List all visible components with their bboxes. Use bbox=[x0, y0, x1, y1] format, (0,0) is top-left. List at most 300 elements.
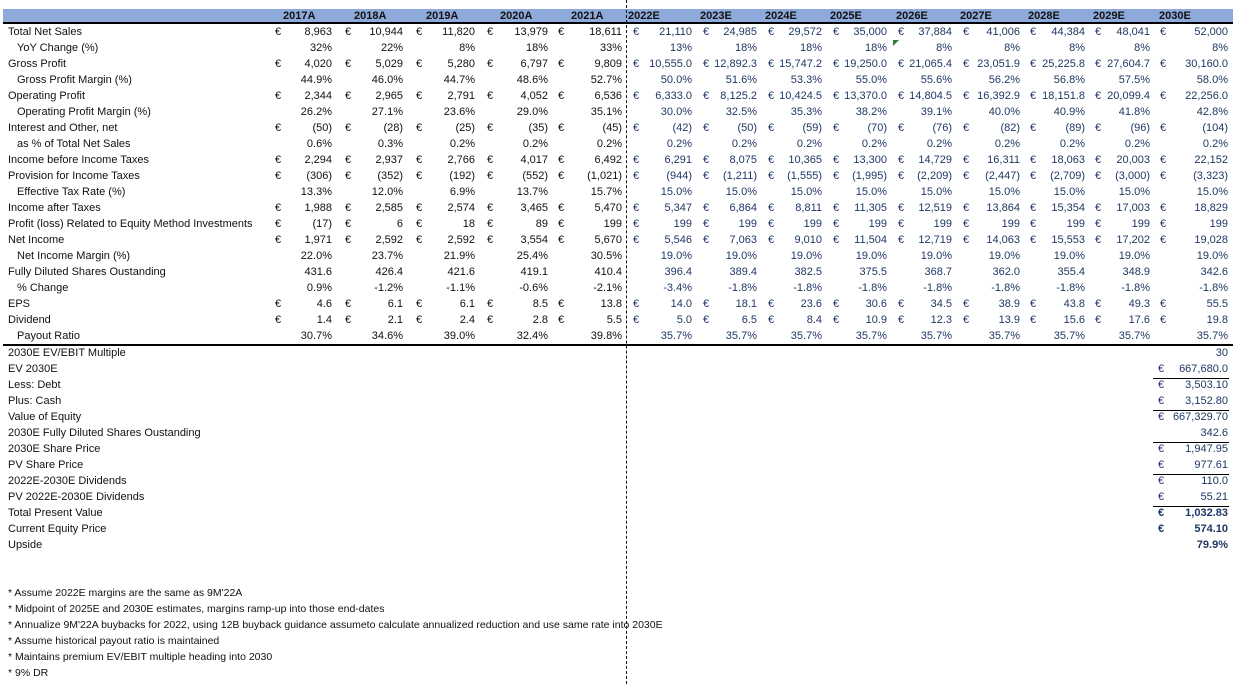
cell-value[interactable]: 39.0% bbox=[443, 330, 475, 342]
cell-value[interactable]: (2,709) bbox=[1050, 170, 1085, 182]
cell-value[interactable]: 20,003 bbox=[1116, 154, 1150, 166]
cell-value[interactable]: 18% bbox=[525, 42, 548, 54]
cell-value[interactable]: 0.2% bbox=[994, 138, 1020, 150]
cell-value[interactable]: 199 bbox=[1066, 218, 1085, 230]
cell-value[interactable]: 15.0% bbox=[1118, 186, 1150, 198]
cell-value[interactable]: 2.4 bbox=[459, 314, 475, 326]
cell-value[interactable]: 22% bbox=[380, 42, 403, 54]
cell-value[interactable]: 34.6% bbox=[371, 330, 403, 342]
cell-value[interactable]: 15.0% bbox=[988, 186, 1020, 198]
cell-value[interactable]: 15.0% bbox=[920, 186, 952, 198]
cell-value[interactable]: -2.1% bbox=[593, 282, 622, 294]
cell-value[interactable]: 19.0% bbox=[1196, 250, 1228, 262]
cell-value[interactable]: 18,829 bbox=[1194, 202, 1228, 214]
cell-value[interactable]: 51.6% bbox=[725, 74, 757, 86]
cell-value[interactable]: 8.5 bbox=[532, 298, 548, 310]
valuation-value[interactable]: 30 bbox=[1215, 347, 1228, 359]
cell-value[interactable]: (42) bbox=[672, 122, 692, 134]
cell-value[interactable]: (1,021) bbox=[587, 170, 622, 182]
cell-value[interactable]: -1.8% bbox=[923, 282, 952, 294]
cell-value[interactable]: 18 bbox=[462, 218, 475, 230]
valuation-value[interactable]: 3,503.10 bbox=[1185, 379, 1228, 391]
year-header-2028e[interactable]: 2028E bbox=[1028, 10, 1060, 22]
year-header-2021a[interactable]: 2021A bbox=[571, 10, 604, 22]
cell-value[interactable]: 389.4 bbox=[729, 266, 757, 278]
cell-value[interactable]: 10.9 bbox=[865, 314, 887, 326]
cell-value[interactable]: 10,944 bbox=[369, 26, 403, 38]
cell-value[interactable]: 40.9% bbox=[1053, 106, 1085, 118]
cell-value[interactable]: 368.7 bbox=[924, 266, 952, 278]
year-header-2023e[interactable]: 2023E bbox=[700, 10, 732, 22]
cell-value[interactable]: 11,820 bbox=[442, 26, 475, 38]
cell-value[interactable]: 21,110 bbox=[659, 26, 692, 38]
cell-value[interactable]: 55.6% bbox=[920, 74, 952, 86]
cell-value[interactable]: 29,572 bbox=[788, 26, 822, 38]
cell-value[interactable]: 419.1 bbox=[520, 266, 548, 278]
cell-value[interactable]: 13.9 bbox=[998, 314, 1020, 326]
year-header-2022e[interactable]: 2022E bbox=[628, 10, 660, 22]
cell-value[interactable]: 15.0% bbox=[1196, 186, 1228, 198]
cell-value[interactable]: (35) bbox=[528, 122, 548, 134]
cell-value[interactable]: -1.8% bbox=[858, 282, 887, 294]
cell-value[interactable]: 32.5% bbox=[725, 106, 757, 118]
cell-value[interactable]: 421.6 bbox=[447, 266, 475, 278]
cell-value[interactable]: 18.1 bbox=[735, 298, 757, 310]
cell-value[interactable]: 15.0% bbox=[660, 186, 692, 198]
cell-value[interactable]: 46.0% bbox=[371, 74, 403, 86]
cell-value[interactable]: 38.2% bbox=[855, 106, 887, 118]
cell-value[interactable]: 8,963 bbox=[304, 26, 332, 38]
cell-value[interactable]: 35.7% bbox=[920, 330, 952, 342]
cell-value[interactable]: 8.4 bbox=[806, 314, 822, 326]
cell-value[interactable]: 2,294 bbox=[304, 154, 332, 166]
cell-value[interactable]: 410.4 bbox=[594, 266, 622, 278]
cell-value[interactable]: 375.5 bbox=[859, 266, 887, 278]
cell-value[interactable]: 199 bbox=[603, 218, 622, 230]
cell-value[interactable]: 199 bbox=[1001, 218, 1020, 230]
cell-value[interactable]: 22,152 bbox=[1194, 154, 1228, 166]
cell-value[interactable]: 33% bbox=[599, 42, 622, 54]
cell-value[interactable]: 13,300 bbox=[853, 154, 887, 166]
cell-value[interactable]: 2,766 bbox=[447, 154, 475, 166]
cell-value[interactable]: 6,864 bbox=[729, 202, 757, 214]
cell-value[interactable]: 19.0% bbox=[855, 250, 887, 262]
cell-value[interactable]: 2,592 bbox=[375, 234, 403, 246]
cell-value[interactable]: (25) bbox=[455, 122, 475, 134]
cell-value[interactable]: 19.0% bbox=[725, 250, 757, 262]
cell-value[interactable]: 12.0% bbox=[371, 186, 403, 198]
cell-value[interactable]: 48,041 bbox=[1116, 26, 1150, 38]
cell-value[interactable]: 3,465 bbox=[520, 202, 548, 214]
cell-value[interactable]: 199 bbox=[933, 218, 952, 230]
cell-value[interactable]: 20,099.4 bbox=[1107, 90, 1150, 102]
cell-value[interactable]: 6 bbox=[396, 218, 403, 230]
cell-value[interactable]: 19.0% bbox=[1118, 250, 1150, 262]
cell-value[interactable]: 16,311 bbox=[987, 154, 1020, 166]
cell-value[interactable]: 15,747.2 bbox=[779, 58, 822, 70]
cell-value[interactable]: 41.8% bbox=[1118, 106, 1150, 118]
cell-value[interactable]: 18% bbox=[799, 42, 822, 54]
cell-value[interactable]: 0.2% bbox=[522, 138, 548, 150]
cell-value[interactable]: 19.0% bbox=[988, 250, 1020, 262]
valuation-value[interactable]: 574.10 bbox=[1194, 523, 1228, 535]
cell-value[interactable]: 26.2% bbox=[300, 106, 332, 118]
year-header-2017a[interactable]: 2017A bbox=[283, 10, 316, 22]
cell-value[interactable]: 35.3% bbox=[790, 106, 822, 118]
cell-value[interactable]: 19.0% bbox=[920, 250, 952, 262]
cell-value[interactable]: 22.0% bbox=[300, 250, 332, 262]
cell-value[interactable]: (192) bbox=[449, 170, 475, 182]
cell-value[interactable]: 17,003 bbox=[1116, 202, 1150, 214]
cell-value[interactable]: 2,937 bbox=[375, 154, 403, 166]
year-header-2026e[interactable]: 2026E bbox=[896, 10, 928, 22]
valuation-value[interactable]: 1,032.83 bbox=[1185, 507, 1228, 519]
cell-value[interactable]: 396.4 bbox=[664, 266, 692, 278]
year-header-2018a[interactable]: 2018A bbox=[354, 10, 387, 22]
cell-value[interactable]: 15.0% bbox=[725, 186, 757, 198]
cell-value[interactable]: (17) bbox=[312, 218, 332, 230]
cell-value[interactable]: 199 bbox=[803, 218, 822, 230]
cell-value[interactable]: 2,344 bbox=[304, 90, 332, 102]
cell-value[interactable]: 5,546 bbox=[664, 234, 692, 246]
valuation-value[interactable]: 667,680.0 bbox=[1179, 363, 1228, 375]
cell-value[interactable]: 431.6 bbox=[304, 266, 332, 278]
cell-value[interactable]: 13.8 bbox=[600, 298, 622, 310]
cell-value[interactable]: 56.2% bbox=[988, 74, 1020, 86]
cell-value[interactable]: 35,000 bbox=[853, 26, 887, 38]
cell-value[interactable]: 11,305 bbox=[854, 202, 887, 214]
cell-value[interactable]: -1.8% bbox=[728, 282, 757, 294]
cell-value[interactable]: 0.2% bbox=[926, 138, 952, 150]
cell-value[interactable]: 6,797 bbox=[520, 58, 548, 70]
cell-value[interactable]: 199 bbox=[673, 218, 692, 230]
cell-value[interactable]: (1,555) bbox=[787, 170, 822, 182]
cell-value[interactable]: 2,791 bbox=[447, 90, 475, 102]
cell-value[interactable]: (28) bbox=[383, 122, 403, 134]
cell-value[interactable]: 362.0 bbox=[992, 266, 1020, 278]
cell-value[interactable]: 382.5 bbox=[794, 266, 822, 278]
cell-value[interactable]: 35.7% bbox=[790, 330, 822, 342]
cell-value[interactable]: 13.3% bbox=[300, 186, 332, 198]
cell-value[interactable]: (59) bbox=[802, 122, 822, 134]
year-header-2024e[interactable]: 2024E bbox=[765, 10, 797, 22]
cell-value[interactable]: 21.9% bbox=[443, 250, 475, 262]
cell-value[interactable]: 41,006 bbox=[986, 26, 1020, 38]
cell-value[interactable]: 17,202 bbox=[1116, 234, 1150, 246]
valuation-value[interactable]: 667,329.70 bbox=[1172, 411, 1228, 423]
cell-value[interactable]: 5,670 bbox=[594, 234, 622, 246]
cell-value[interactable]: 44,384 bbox=[1051, 26, 1085, 38]
cell-value[interactable]: -1.8% bbox=[1121, 282, 1150, 294]
cell-value[interactable]: -1.8% bbox=[1056, 282, 1085, 294]
cell-value[interactable]: 55.5 bbox=[1206, 298, 1228, 310]
cell-value[interactable]: 15.0% bbox=[855, 186, 887, 198]
cell-value[interactable]: 4,017 bbox=[520, 154, 548, 166]
cell-value[interactable]: 56.8% bbox=[1053, 74, 1085, 86]
cell-value[interactable]: 199 bbox=[1131, 218, 1150, 230]
cell-value[interactable]: 50.0% bbox=[660, 74, 692, 86]
cell-value[interactable]: 426.4 bbox=[375, 266, 403, 278]
cell-value[interactable]: 8% bbox=[1069, 42, 1085, 54]
cell-value[interactable]: 14,804.5 bbox=[909, 90, 952, 102]
cell-value[interactable]: (3,000) bbox=[1115, 170, 1150, 182]
cell-value[interactable]: 5.5 bbox=[606, 314, 622, 326]
cell-value[interactable]: 57.5% bbox=[1118, 74, 1150, 86]
cell-value[interactable]: 15.0% bbox=[790, 186, 822, 198]
cell-value[interactable]: 19.0% bbox=[1053, 250, 1085, 262]
cell-value[interactable]: 4,020 bbox=[304, 58, 332, 70]
cell-value[interactable]: (3,323) bbox=[1193, 170, 1228, 182]
cell-value[interactable]: 3,554 bbox=[520, 234, 548, 246]
cell-value[interactable]: 14.0 bbox=[670, 298, 692, 310]
year-header-2027e[interactable]: 2027E bbox=[960, 10, 992, 22]
cell-value[interactable]: 37,884 bbox=[918, 26, 952, 38]
cell-value[interactable]: 2,585 bbox=[375, 202, 403, 214]
cell-value[interactable]: 32% bbox=[309, 42, 332, 54]
cell-value[interactable]: 30.7% bbox=[300, 330, 332, 342]
cell-value[interactable]: 6.9% bbox=[449, 186, 475, 198]
cell-value[interactable]: 342.6 bbox=[1200, 266, 1228, 278]
cell-value[interactable]: 0.2% bbox=[731, 138, 757, 150]
cell-value[interactable]: 12,892.3 bbox=[714, 58, 757, 70]
cell-value[interactable]: 13,979 bbox=[514, 26, 548, 38]
cell-value[interactable]: (944) bbox=[666, 170, 692, 182]
cell-value[interactable]: 58.0% bbox=[1196, 74, 1228, 86]
cell-value[interactable]: 8,075 bbox=[729, 154, 757, 166]
cell-value[interactable]: 35.7% bbox=[660, 330, 692, 342]
cell-value[interactable]: 52,000 bbox=[1194, 26, 1228, 38]
cell-value[interactable]: 39.8% bbox=[590, 330, 622, 342]
cell-value[interactable]: 8% bbox=[459, 42, 475, 54]
cell-value[interactable]: 11,504 bbox=[854, 234, 887, 246]
cell-value[interactable]: 27.1% bbox=[371, 106, 403, 118]
cell-value[interactable]: 24,985 bbox=[723, 26, 757, 38]
cell-value[interactable]: 2,965 bbox=[375, 90, 403, 102]
cell-value[interactable]: 0.2% bbox=[666, 138, 692, 150]
cell-value[interactable]: (306) bbox=[306, 170, 332, 182]
cell-value[interactable]: 348.9 bbox=[1122, 266, 1150, 278]
cell-value[interactable]: 0.2% bbox=[1059, 138, 1085, 150]
cell-value[interactable]: 22,256.0 bbox=[1185, 90, 1228, 102]
cell-value[interactable]: 8% bbox=[1134, 42, 1150, 54]
cell-value[interactable]: 9,010 bbox=[794, 234, 822, 246]
cell-value[interactable]: (50) bbox=[312, 122, 332, 134]
cell-value[interactable]: 44.9% bbox=[300, 74, 332, 86]
cell-value[interactable]: 35.7% bbox=[725, 330, 757, 342]
cell-value[interactable]: 49.3 bbox=[1128, 298, 1150, 310]
cell-value[interactable]: 4,052 bbox=[520, 90, 548, 102]
cell-value[interactable]: 0.2% bbox=[1124, 138, 1150, 150]
cell-value[interactable]: 19,028 bbox=[1194, 234, 1228, 246]
cell-value[interactable]: 0.9% bbox=[306, 282, 332, 294]
cell-value[interactable]: 23.6% bbox=[443, 106, 475, 118]
cell-value[interactable]: -1.2% bbox=[374, 282, 403, 294]
cell-value[interactable]: 199 bbox=[1209, 218, 1228, 230]
cell-value[interactable]: 48.6% bbox=[516, 74, 548, 86]
cell-value[interactable]: 199 bbox=[868, 218, 887, 230]
cell-value[interactable]: 13,864 bbox=[986, 202, 1020, 214]
cell-value[interactable]: 35.7% bbox=[1196, 330, 1228, 342]
cell-value[interactable]: 21,065.4 bbox=[909, 58, 952, 70]
cell-value[interactable]: 19,250.0 bbox=[844, 58, 887, 70]
cell-value[interactable]: 8% bbox=[1212, 42, 1228, 54]
cell-value[interactable]: (82) bbox=[1000, 122, 1020, 134]
cell-value[interactable]: (96) bbox=[1130, 122, 1150, 134]
valuation-value[interactable]: 342.6 bbox=[1200, 427, 1228, 439]
cell-value[interactable]: (104) bbox=[1202, 122, 1228, 134]
cell-value[interactable]: 15.7% bbox=[590, 186, 622, 198]
cell-value[interactable]: 23,051.9 bbox=[977, 58, 1020, 70]
cell-value[interactable]: 6.1 bbox=[459, 298, 475, 310]
cell-value[interactable]: 2,574 bbox=[447, 202, 475, 214]
cell-value[interactable]: 19.0% bbox=[660, 250, 692, 262]
cell-value[interactable]: 35.7% bbox=[1118, 330, 1150, 342]
cell-value[interactable]: -3.4% bbox=[663, 282, 692, 294]
year-header-2020a[interactable]: 2020A bbox=[500, 10, 533, 22]
cell-value[interactable]: 35.1% bbox=[590, 106, 622, 118]
cell-value[interactable]: 6,291 bbox=[664, 154, 692, 166]
cell-value[interactable]: 39.1% bbox=[920, 106, 952, 118]
cell-value[interactable]: 13.7% bbox=[516, 186, 548, 198]
cell-value[interactable]: 13% bbox=[669, 42, 692, 54]
cell-value[interactable]: 2,592 bbox=[447, 234, 475, 246]
cell-value[interactable]: 13,370.0 bbox=[844, 90, 887, 102]
cell-value[interactable]: -1.8% bbox=[991, 282, 1020, 294]
cell-value[interactable]: 5,347 bbox=[664, 202, 692, 214]
cell-value[interactable]: 7,063 bbox=[729, 234, 757, 246]
cell-value[interactable]: 0.2% bbox=[861, 138, 887, 150]
cell-value[interactable]: -0.6% bbox=[519, 282, 548, 294]
cell-value[interactable]: 15.0% bbox=[1053, 186, 1085, 198]
cell-value[interactable]: 6,333.0 bbox=[655, 90, 692, 102]
cell-value[interactable]: 23.6 bbox=[800, 298, 822, 310]
cell-value[interactable]: 5,470 bbox=[594, 202, 622, 214]
cell-value[interactable]: 0.6% bbox=[306, 138, 332, 150]
valuation-value[interactable]: 1,947.95 bbox=[1185, 443, 1228, 455]
cell-value[interactable]: 29.0% bbox=[516, 106, 548, 118]
cell-value[interactable]: 6.1 bbox=[387, 298, 403, 310]
cell-value[interactable]: 35.7% bbox=[1053, 330, 1085, 342]
cell-value[interactable]: 355.4 bbox=[1057, 266, 1085, 278]
cell-value[interactable]: 32.4% bbox=[516, 330, 548, 342]
cell-value[interactable]: 53.3% bbox=[790, 74, 822, 86]
cell-value[interactable]: 8% bbox=[936, 42, 952, 54]
cell-value[interactable]: 52.7% bbox=[590, 74, 622, 86]
cell-value[interactable]: 18,151.8 bbox=[1042, 90, 1085, 102]
cell-value[interactable]: 30.6 bbox=[865, 298, 887, 310]
cell-value[interactable]: 15.6 bbox=[1063, 314, 1085, 326]
cell-value[interactable]: 0.2% bbox=[1202, 138, 1228, 150]
cell-value[interactable]: (50) bbox=[737, 122, 757, 134]
cell-value[interactable]: 14,729 bbox=[918, 154, 952, 166]
valuation-value[interactable]: 977.61 bbox=[1194, 459, 1228, 471]
cell-value[interactable]: 0.2% bbox=[796, 138, 822, 150]
cell-value[interactable]: -1.1% bbox=[446, 282, 475, 294]
cell-value[interactable]: 199 bbox=[738, 218, 757, 230]
cell-value[interactable]: 9,809 bbox=[594, 58, 622, 70]
cell-value[interactable]: 5,280 bbox=[447, 58, 475, 70]
cell-value[interactable]: 18% bbox=[734, 42, 757, 54]
cell-value[interactable]: 12,719 bbox=[918, 234, 952, 246]
cell-value[interactable]: 0.3% bbox=[377, 138, 403, 150]
cell-value[interactable]: 19.0% bbox=[790, 250, 822, 262]
cell-value[interactable]: 14,063 bbox=[986, 234, 1020, 246]
valuation-value[interactable]: 79.9% bbox=[1196, 539, 1228, 551]
cell-value[interactable]: (1,995) bbox=[852, 170, 887, 182]
cell-value[interactable]: 6,536 bbox=[594, 90, 622, 102]
cell-value[interactable]: (76) bbox=[932, 122, 952, 134]
cell-value[interactable]: 16,392.9 bbox=[977, 90, 1020, 102]
cell-value[interactable]: 23.7% bbox=[371, 250, 403, 262]
year-header-2025e[interactable]: 2025E bbox=[830, 10, 862, 22]
cell-value[interactable]: 12,519 bbox=[918, 202, 952, 214]
cell-value[interactable]: 12.3 bbox=[930, 314, 952, 326]
cell-value[interactable]: 19.8 bbox=[1206, 314, 1228, 326]
cell-value[interactable]: 38.9 bbox=[998, 298, 1020, 310]
cell-value[interactable]: 15,354 bbox=[1051, 202, 1085, 214]
cell-value[interactable]: 55.0% bbox=[855, 74, 887, 86]
cell-value[interactable]: 34.5 bbox=[930, 298, 952, 310]
valuation-value[interactable]: 110.0 bbox=[1201, 475, 1228, 487]
cell-value[interactable]: 89 bbox=[535, 218, 548, 230]
cell-value[interactable]: 30.0% bbox=[660, 106, 692, 118]
cell-value[interactable]: (1,211) bbox=[722, 170, 757, 182]
valuation-value[interactable]: 3,152.80 bbox=[1185, 395, 1228, 407]
cell-value[interactable]: 25.4% bbox=[516, 250, 548, 262]
cell-value[interactable]: 2.8 bbox=[532, 314, 548, 326]
cell-value[interactable]: (352) bbox=[377, 170, 403, 182]
cell-value[interactable]: (89) bbox=[1065, 122, 1085, 134]
cell-value[interactable]: 18,063 bbox=[1051, 154, 1085, 166]
cell-value[interactable]: (70) bbox=[867, 122, 887, 134]
cell-value[interactable]: 8% bbox=[1004, 42, 1020, 54]
cell-value[interactable]: 5.0 bbox=[676, 314, 692, 326]
cell-value[interactable]: 18,611 bbox=[589, 26, 622, 38]
cell-value[interactable]: 30.5% bbox=[590, 250, 622, 262]
year-header-2029e[interactable]: 2029E bbox=[1093, 10, 1125, 22]
cell-value[interactable]: (45) bbox=[602, 122, 622, 134]
cell-value[interactable]: 0.2% bbox=[449, 138, 475, 150]
cell-value[interactable]: 1,988 bbox=[304, 202, 332, 214]
year-header-2019a[interactable]: 2019A bbox=[426, 10, 459, 22]
cell-value[interactable]: 17.6 bbox=[1128, 314, 1150, 326]
cell-value[interactable]: 35.7% bbox=[855, 330, 887, 342]
cell-value[interactable]: 1,971 bbox=[304, 234, 332, 246]
cell-value[interactable]: 27,604.7 bbox=[1107, 58, 1150, 70]
cell-value[interactable]: 5,029 bbox=[375, 58, 403, 70]
cell-value[interactable]: 35.7% bbox=[988, 330, 1020, 342]
comment-indicator-icon[interactable] bbox=[893, 40, 899, 46]
cell-value[interactable]: -1.8% bbox=[793, 282, 822, 294]
cell-value[interactable]: 10,424.5 bbox=[779, 90, 822, 102]
cell-value[interactable]: 15,553 bbox=[1051, 234, 1085, 246]
cell-value[interactable]: 18% bbox=[864, 42, 887, 54]
cell-value[interactable]: 25,225.8 bbox=[1042, 58, 1085, 70]
cell-value[interactable]: 6.5 bbox=[741, 314, 757, 326]
cell-value[interactable]: 8,811 bbox=[795, 202, 822, 214]
cell-value[interactable]: 0.2% bbox=[596, 138, 622, 150]
cell-value[interactable]: 30,160.0 bbox=[1185, 58, 1228, 70]
cell-value[interactable]: 10,365 bbox=[788, 154, 822, 166]
cell-value[interactable]: (2,447) bbox=[985, 170, 1020, 182]
cell-value[interactable]: 8,125.2 bbox=[720, 90, 757, 102]
cell-value[interactable]: 42.8% bbox=[1196, 106, 1228, 118]
cell-value[interactable]: (2,209) bbox=[917, 170, 952, 182]
cell-value[interactable]: 4.6 bbox=[316, 298, 332, 310]
cell-value[interactable]: -1.8% bbox=[1199, 282, 1228, 294]
cell-value[interactable]: (552) bbox=[522, 170, 548, 182]
cell-value[interactable]: 2.1 bbox=[387, 314, 403, 326]
